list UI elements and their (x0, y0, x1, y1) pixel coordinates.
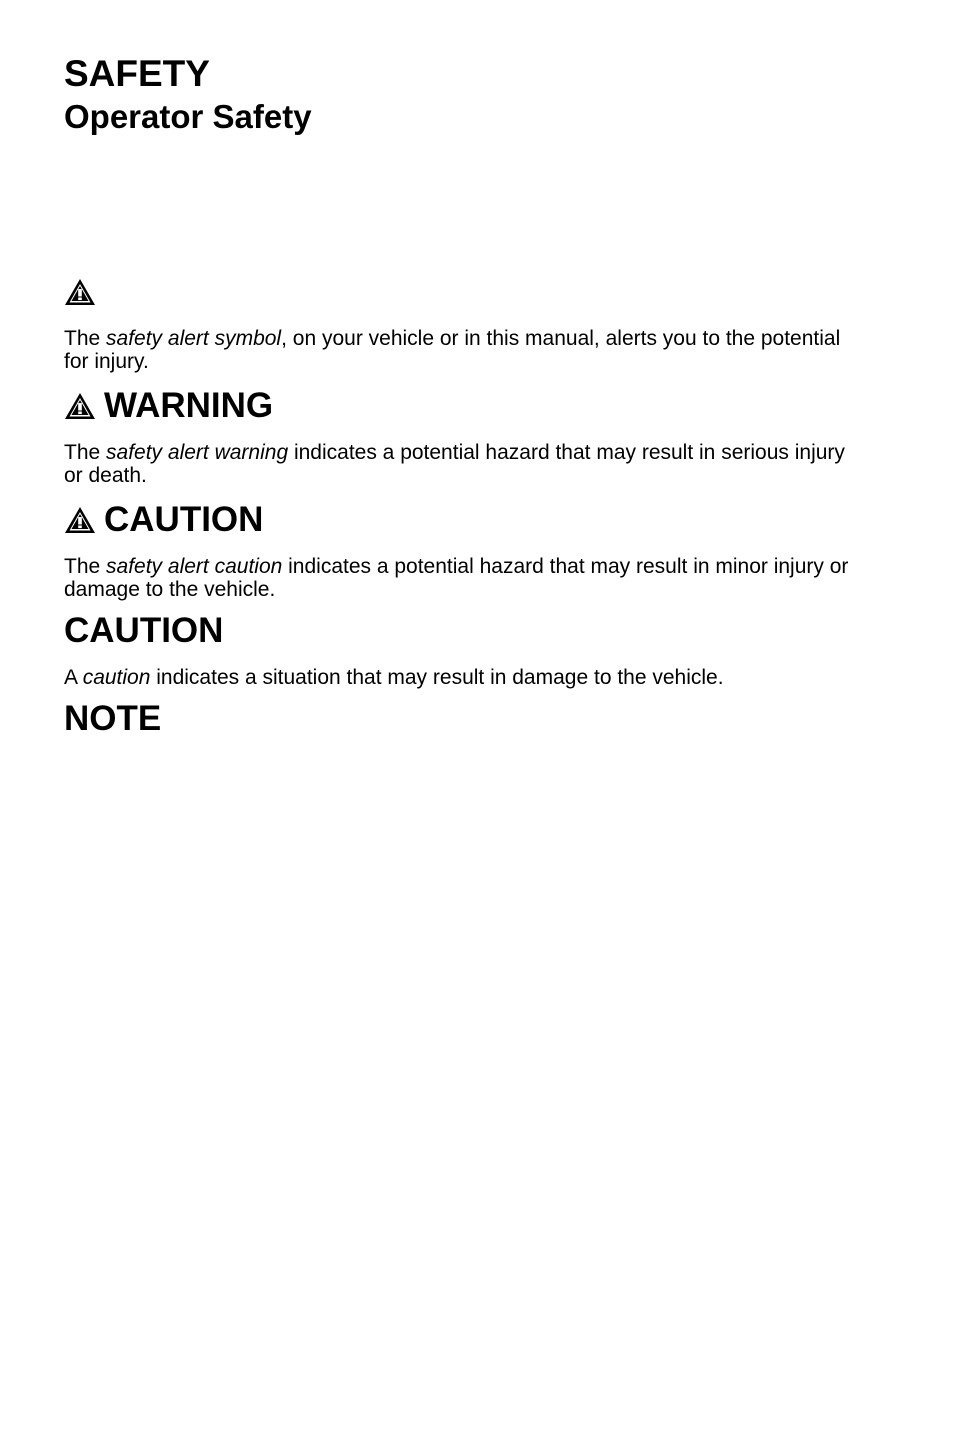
warning-description: The safety alert warning indicates a potential hazard that may result in serious injury or death. (64, 441, 845, 487)
page-subtitle: Operator Safety (64, 98, 312, 135)
warning-heading-label: WARNING (104, 386, 274, 425)
warning-heading (64, 386, 273, 426)
safety-alert-triangle-icon (64, 392, 96, 420)
caution-description: A caution indicates a situation that may result in damage to the vehicle. (64, 666, 724, 689)
caution-alert-description: The safety alert caution indicates a potential hazard that may result in minor injury or damage to the vehicle. (64, 555, 849, 601)
safety-alert-triangle-icon (64, 506, 96, 534)
safety-alert-triangle-icon (64, 278, 96, 306)
page-title: SAFETY (64, 53, 210, 94)
symbol-description: The safety alert symbol, on your vehicle or in this manual, alerts you to the potential for injury. (64, 327, 841, 373)
caution-heading-label: CAUTION (64, 611, 224, 650)
caution-heading (64, 611, 223, 651)
note-heading (64, 699, 161, 739)
caution-alert-heading-label: CAUTION (104, 500, 264, 539)
note-heading-label: NOTE (64, 699, 162, 738)
caution-alert-heading (64, 500, 263, 540)
